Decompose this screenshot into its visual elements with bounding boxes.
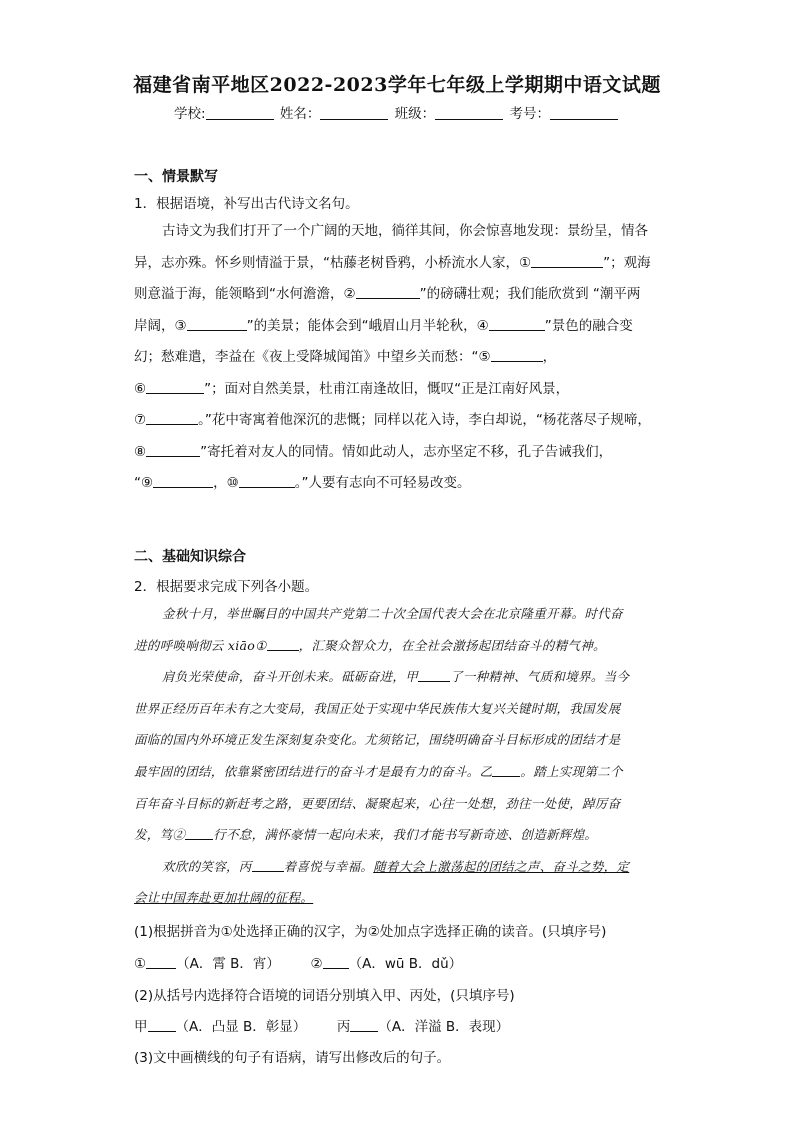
passage-line: ⑧ ”寄托着对友人的同情。情如此动人，志亦坚定不移，孔子告诫我们， [134, 443, 613, 460]
section-heading-2: 二、基础知识综合 [134, 549, 246, 565]
answer-blank-sub2-jia[interactable] [148, 1019, 176, 1032]
sub-question-2-options: 甲 （A．凸显 B．彰显） 丙 （A．洋溢 B．表现） [134, 1019, 510, 1035]
answer-blank-7[interactable] [146, 412, 198, 425]
class-label: 班级： [394, 106, 436, 122]
answer-blank-2[interactable] [356, 286, 420, 299]
answer-blank-5[interactable] [491, 349, 543, 362]
question-2-passage [134, 598, 662, 914]
passage-line: 肩负光荣使命，奋斗开创未来。砥砺奋进，甲 了一种精神、气质和境界。当今 [162, 669, 630, 685]
answer-blank-1[interactable] [531, 255, 603, 268]
name-field[interactable] [320, 106, 388, 120]
sub-question-2: (2)从括号内选择符合语境的词语分别填入甲、丙处，(只填序号) [134, 988, 515, 1004]
answer-blank-du[interactable] [185, 827, 213, 840]
answer-blank-sub2-bing[interactable] [350, 1019, 378, 1032]
passage-line: 世界正经历百年未有之大变局，我国正处于实现中华民族伟大复兴关键时期，我国发展 [134, 700, 621, 716]
sub-question-1-options: ① （A．霄 B．宵） ② （A．wū B．dǔ） [134, 956, 463, 972]
question-1-passage [134, 216, 662, 500]
passage-line: 百年奋斗目标的新赶考之路，更要团结、凝聚起来，心往一处想，劲往一处使，踔厉奋 [134, 795, 621, 811]
answer-blank-4[interactable] [489, 318, 545, 331]
passage-line [134, 882, 662, 914]
underlined-sentence-cont: 会让中国奔赴更加壮阔的征程。 [134, 890, 314, 906]
answer-blank-yi[interactable] [492, 764, 520, 777]
class-field[interactable] [435, 106, 503, 120]
answer-blank-jia[interactable] [418, 669, 450, 682]
answer-blank-xiao[interactable] [267, 638, 299, 651]
exam-number-label: 考号： [509, 106, 550, 122]
passage-line: 面临的国内外环境正发生深刻复杂变化。尤须铭记，围绕明确奋斗目标形成的团结才是 [134, 732, 621, 748]
passage-line: “⑨ ，⑩ 。”人要有志向不可轻易改变。 [134, 475, 471, 491]
answer-blank-10[interactable] [239, 475, 295, 488]
question-1: 1．根据语境，补写出古代诗文名句。 [134, 196, 359, 212]
sub-question-1: (1)根据拼音为①处选择正确的汉字，为②处加点字选择正确的读音。(只填序号) [134, 924, 607, 940]
passage-line: 岸阔，③ ”的美景；能体会到“峨眉山月半轮秋，④ ”景色的融合变 [134, 317, 633, 334]
section-heading-1: 一、情景默写 [134, 169, 218, 185]
passage-line: 古诗文为我们打开了一个广阔的天地，徜徉其间，你会惊喜地发现：景纷呈，情各 [162, 223, 648, 239]
passage-line: 发，笃② 行不怠，满怀豪情一起向未来，我们才能书写新奇迹、创造新辉煌。 [134, 827, 598, 843]
passage-line: ⑥ ”；面对自然美景，杜甫江南逢故旧，慨叹“正是江南好风景， [134, 380, 570, 397]
question-2: 2．根据要求完成下列各小题。 [134, 579, 319, 595]
school-label: 学校: [174, 106, 206, 122]
passage-line: 欢欣的笑容，丙 着喜悦与幸福。随着大会上激荡起的团结之声、奋斗之势，定 [162, 858, 630, 874]
answer-blank-8[interactable] [146, 444, 200, 457]
passage-line: 最牢固的团结，依靠紧密团结进行的奋斗才是最有力的奋斗。乙 。踏上实现第二个 [134, 763, 623, 779]
school-field[interactable] [206, 106, 274, 120]
passage-line: 则意溢于海，能领略到“水何澹澹，② ”的磅礴壮观；我们能欣赏到 “潮平两 [134, 286, 641, 302]
passage-line: 幻；愁难遣，李益在《夜上受降城闻笛》中望乡关而愁：“⑤ ， [134, 349, 557, 365]
name-label: 姓名： [279, 106, 321, 122]
page-title: 福建省南平地区2022-2023学年七年级上学期期中语文试题 [133, 74, 661, 96]
sub-question-3: (3)文中画横线的句子有语病，请写出修改后的句子。 [134, 1050, 451, 1066]
answer-blank-3[interactable] [187, 318, 247, 331]
underlined-sentence: 随着大会上激荡起的团结之声、奋斗之势，定 [373, 858, 630, 874]
student-info-row [0, 102, 794, 122]
passage-line: 异，志亦殊。怀乡则情溢于景，“枯藤老树昏鸦，小桥流水人家，① ”；观海 [134, 254, 651, 271]
answer-blank-6[interactable] [146, 381, 204, 394]
answer-blank-sub1-a[interactable] [146, 956, 176, 969]
exam-number-field[interactable] [550, 106, 618, 120]
passage-line: 金秋十月，举世瞩目的中国共产党第二十次全国代表大会在北京隆重开幕。时代奋 [162, 606, 623, 621]
passage-line: ⑦ 。”花中寄寓着他深沉的悲慨；同样以花入诗，李白却说，“杨花落尽子规啼， [134, 412, 651, 428]
answer-blank-sub1-b[interactable] [323, 956, 349, 969]
answer-blank-bing[interactable] [252, 859, 284, 872]
passage-line: 进的呼唤响彻云 xiāo① ，汇聚众智众力，在全社会激扬起团结奋斗的精气神。 [134, 637, 606, 653]
answer-blank-9[interactable] [153, 475, 213, 488]
